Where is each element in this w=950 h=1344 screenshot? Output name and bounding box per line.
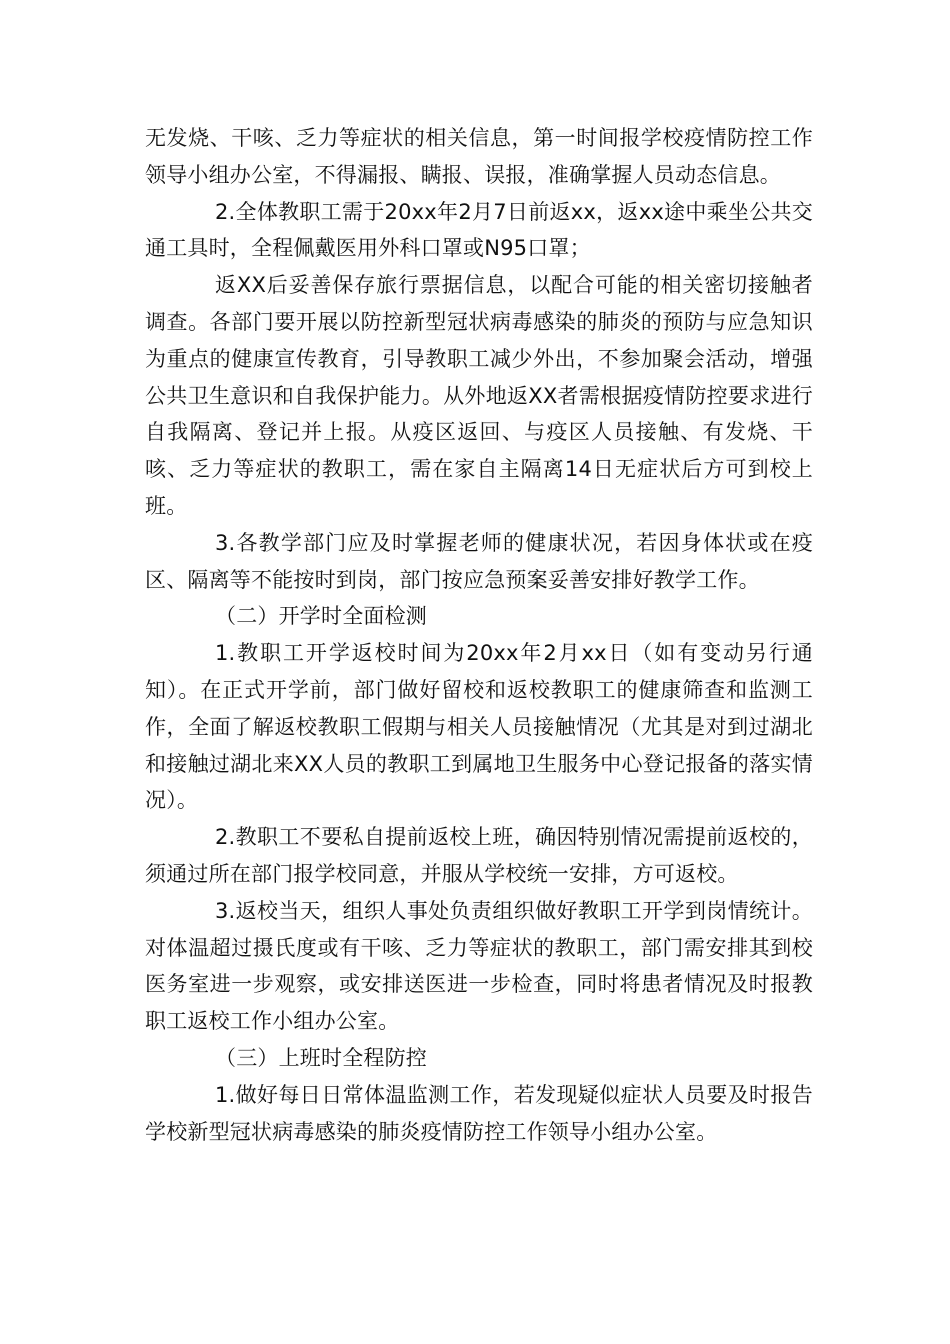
paragraph-item-3-return-day: 3.返校当天，组织人事处负责组织做好教职工开学到岗情统计。对体温超过摄氏度或有干咳、乏力等症状的教职工，部门需安排其到校医务室进一步观察，或安排送医进一步检查，同时将患者情况及时报教职工返校工作小组办公室。 <box>145 898 813 1034</box>
paragraph-item-2-early-return: 2.教职工不要私自提前返校上班，确因特别情况需提前返校的，须通过所在部门报学校同意，并服从学校统一安排，方可返校。 <box>145 825 813 886</box>
paragraph-item-1-daily-monitoring: 1.做好每日日常体温监测工作，若发现疑似症状人员要及时报告学校新型冠状病毒感染的肺炎疫情防控工作领导小组办公室。 <box>145 1082 813 1144</box>
document-body <box>145 120 813 1150</box>
paragraph-continuation: 无发烧、干咳、乏力等症状的相关信息，第一时间报学校疫情防控工作领导小组办公室，不得漏报、瞒报、误报，准确掌握人员动态信息。 <box>145 126 813 187</box>
paragraph-item-3-teaching-arrangements: 3.各教学部门应及时掌握老师的健康状况，若因身体状或在疫区、隔离等不能按时到岗，部门按应急预案妥善安排好教学工作。 <box>145 530 813 592</box>
paragraph-return-precautions: 返XX后妥善保存旅行票据信息，以配合可能的相关密切接触者调查。各部门要开展以防控新型冠状病毒感染的肺炎的预防与应急知识为重点的健康宣传教育，引导教职工减少外出，不参加聚会活动，增强公共卫生意识和自我保护能力。从外地返XX者需根据疫情防控要求进行自我隔离、登记并上报。从疫区返回、与疫区人员接触、有发烧、干咳、乏力等症状的教职工，需在家自主隔离14日无症状后方可到校上班。 <box>145 273 813 518</box>
paragraph-item-1-return-time: 1.教职工开学返校时间为20xx年2月xx日（如有变动另行通知）。在正式开学前，部门做好留校和返校教职工的健康筛查和监测工作，全面了解返校教职工假期与相关人员接触情况（尤其是对到过湖北和接触过湖北来XX人员的教职工到属地卫生服务中心登记报备的落实情况）。 <box>145 641 813 813</box>
paragraph-item-2-return-date: 2.全体教职工需于20xx年2月7日前返xx，返xx途中乘坐公共交通工具时，全程佩戴医用外科口罩或N95口罩； <box>145 199 813 261</box>
section-heading-3: （三）上班时全程防控 <box>215 1045 427 1070</box>
section-heading-2: （二）开学时全面检测 <box>215 604 427 629</box>
